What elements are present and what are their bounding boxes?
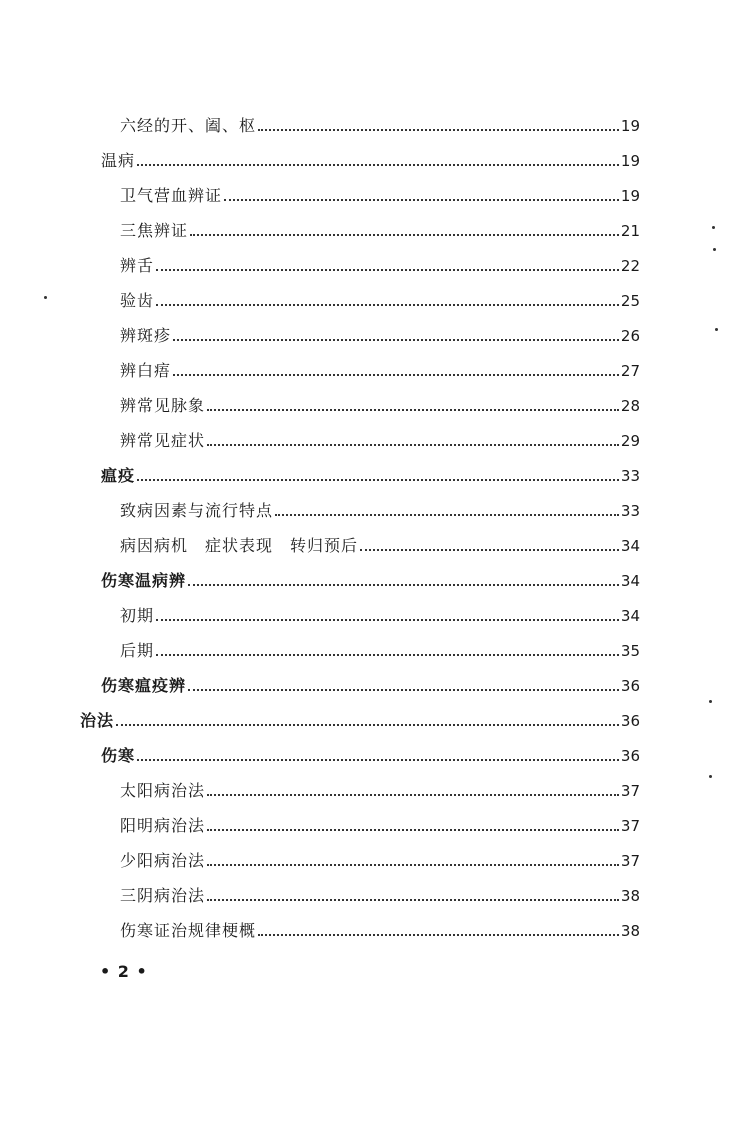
toc-entry-title: 卫气营血辨证	[120, 186, 223, 205]
toc-entry	[120, 351, 640, 381]
toc-entry	[120, 631, 640, 661]
toc-entry	[120, 316, 640, 346]
toc-entry-title: 伤寒瘟疫辨	[101, 676, 187, 695]
toc-entry-title: 辨白痦	[120, 361, 172, 380]
toc-leader-dots	[360, 549, 619, 551]
toc-entry-page: 34	[620, 537, 640, 555]
toc-entry	[101, 141, 640, 171]
scan-speck	[713, 248, 716, 251]
toc-entry-title: 辨常见脉象	[120, 396, 206, 415]
toc-entry	[101, 666, 640, 696]
toc-entry-page: 19	[620, 152, 640, 170]
toc-entry-title: 辨斑疹	[120, 326, 172, 345]
toc-entry	[101, 456, 640, 486]
toc-entry	[120, 876, 640, 906]
toc-entry-title: 伤寒	[101, 746, 136, 765]
toc-leader-dots	[137, 479, 619, 481]
toc-entry-title: 辨常见症状	[120, 431, 206, 450]
toc-entry	[120, 176, 640, 206]
toc-leader-dots	[137, 759, 619, 761]
toc-entry	[120, 386, 640, 416]
toc-entry-page: 29	[620, 432, 640, 450]
toc-leader-dots	[207, 409, 619, 411]
toc-entry	[120, 421, 640, 451]
toc-entry	[80, 701, 640, 731]
toc-leader-dots	[190, 234, 619, 236]
toc-entry-title: 辨舌	[120, 256, 155, 275]
toc-entry	[120, 211, 640, 241]
toc-entry	[120, 526, 640, 556]
toc-entry-page: 28	[620, 397, 640, 415]
toc-entry-page: 19	[620, 117, 640, 135]
toc-entry	[120, 491, 640, 521]
toc-entry	[120, 911, 640, 941]
toc-entry-page: 34	[620, 572, 640, 590]
toc-entry	[101, 736, 640, 766]
scan-speck	[715, 328, 718, 331]
toc-entry	[120, 106, 640, 136]
toc-leader-dots	[207, 829, 619, 831]
toc-entry-title: 太阳病治法	[120, 781, 206, 800]
toc-entry-title: 三阴病治法	[120, 886, 206, 905]
toc-leader-dots	[207, 794, 619, 796]
toc-leader-dots	[156, 654, 619, 656]
toc-entry-title: 三焦辨证	[120, 221, 189, 240]
toc-entry-title: 六经的开、阖、枢	[120, 116, 257, 135]
toc-entry	[101, 561, 640, 591]
toc-entry-page: 33	[620, 502, 640, 520]
toc-entry-title: 伤寒证治规律梗概	[120, 921, 257, 940]
toc-entry-page: 22	[620, 257, 640, 275]
toc-leader-dots	[258, 129, 619, 131]
toc-entry-title: 后期	[120, 641, 155, 660]
toc-entry-page: 34	[620, 607, 640, 625]
toc-entry-title: 致病因素与流行特点	[120, 501, 274, 520]
toc-entry-page: 35	[620, 642, 640, 660]
toc-entry-page: 25	[620, 292, 640, 310]
toc-leader-dots	[173, 339, 619, 341]
toc-leader-dots	[224, 199, 619, 201]
toc-entry-page: 37	[620, 852, 640, 870]
toc-entry	[120, 841, 640, 871]
toc-leader-dots	[116, 724, 619, 726]
toc-entry	[120, 246, 640, 276]
toc-entry-page: 19	[620, 187, 640, 205]
toc-entry-page: 37	[620, 817, 640, 835]
toc-leader-dots	[156, 269, 619, 271]
toc-entry-title: 病因病机 症状表现 转归预后	[120, 536, 359, 555]
toc-entry-page: 36	[620, 677, 640, 695]
toc-leader-dots	[275, 514, 619, 516]
toc-leader-dots	[156, 304, 619, 306]
toc-entry-page: 38	[620, 922, 640, 940]
toc-leader-dots	[207, 444, 619, 446]
toc-entry	[120, 806, 640, 836]
toc-leader-dots	[156, 619, 619, 621]
scan-speck	[44, 296, 47, 299]
toc-entry-page: 33	[620, 467, 640, 485]
toc-entry-title: 初期	[120, 606, 155, 625]
toc-entry-page: 21	[620, 222, 640, 240]
toc-entry-title: 瘟疫	[101, 466, 136, 485]
toc-entry-page: 37	[620, 782, 640, 800]
toc-leader-dots	[188, 689, 619, 691]
toc-entry-title: 治法	[80, 711, 115, 730]
toc-leader-dots	[137, 164, 619, 166]
toc-entry	[120, 281, 640, 311]
scan-speck	[712, 226, 715, 229]
toc-entry	[120, 596, 640, 626]
toc-entry-page: 27	[620, 362, 640, 380]
scan-speck	[709, 700, 712, 703]
toc-entry-title: 验齿	[120, 291, 155, 310]
toc-entry-page: 36	[620, 747, 640, 765]
toc-entry	[120, 771, 640, 801]
scan-speck	[709, 775, 712, 778]
page-number: • 2 •	[100, 962, 148, 981]
toc-entry-page: 26	[620, 327, 640, 345]
toc-leader-dots	[188, 584, 619, 586]
toc-leader-dots	[207, 864, 619, 866]
toc-entry-title: 温病	[101, 151, 136, 170]
toc-leader-dots	[173, 374, 619, 376]
toc-leader-dots	[258, 934, 619, 936]
toc-entry-page: 38	[620, 887, 640, 905]
toc-entry-title: 阳明病治法	[120, 816, 206, 835]
toc-entry-title: 伤寒温病辨	[101, 571, 187, 590]
toc-entry-page: 36	[620, 712, 640, 730]
toc-entry-title: 少阳病治法	[120, 851, 206, 870]
toc-leader-dots	[207, 899, 619, 901]
